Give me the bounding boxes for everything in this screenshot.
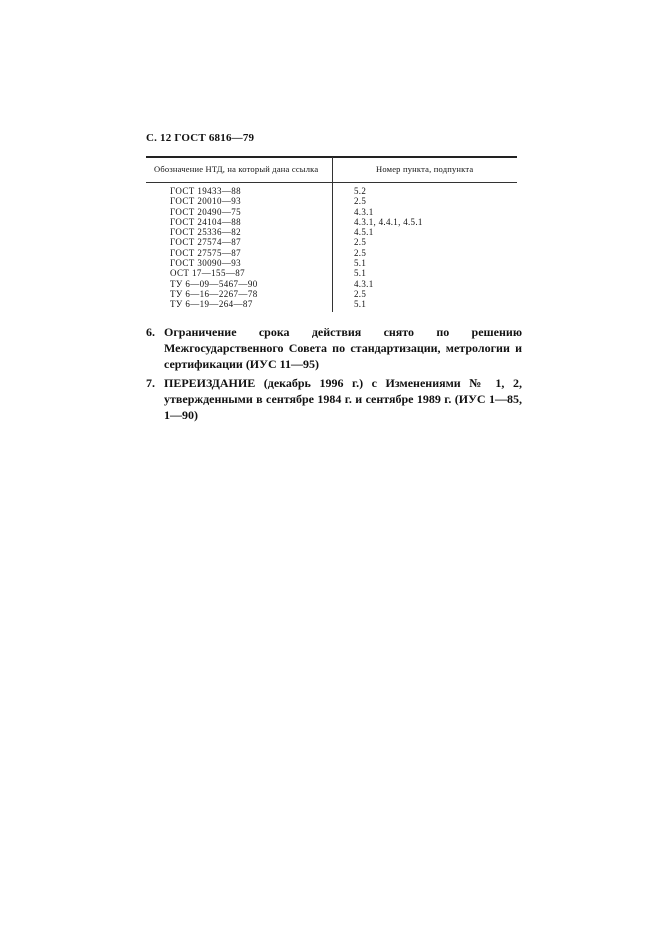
note-number: 7. <box>146 376 155 390</box>
document-designation: ТУ 6—09—5467—90 <box>170 278 258 289</box>
note-text: Ограничение срока действия снято по решению Межгосударственного Совета по стандартизации, метрологии и сертификации (ИУС 11—95) <box>164 325 522 371</box>
document-designation: ГОСТ 27575—87 <box>170 247 242 258</box>
table-row <box>146 207 517 217</box>
clause-number: 2.5 <box>354 247 367 258</box>
table-row <box>146 196 517 206</box>
table-row <box>146 248 517 258</box>
clause-number: 4.3.1, 4.4.1, 4.5.1 <box>354 216 423 227</box>
table-row <box>146 186 517 196</box>
clause-number: 5.2 <box>354 186 367 196</box>
document-designation: ГОСТ 30090—93 <box>170 258 242 269</box>
table-row <box>146 237 517 247</box>
table-body <box>146 186 517 310</box>
document-designation: ТУ 6—16—2267—78 <box>170 288 258 299</box>
clause-number: 4.5.1 <box>354 227 374 238</box>
document-designation: ОСТ 17—155—87 <box>170 268 246 279</box>
page-header: С. 12 ГОСТ 6816—79 <box>146 132 255 144</box>
clause-number: 2.5 <box>354 196 367 207</box>
table-row <box>146 279 517 289</box>
clause-number: 5.1 <box>354 268 367 279</box>
table-row <box>146 217 517 227</box>
clause-number: 5.1 <box>354 258 367 269</box>
document-designation: ГОСТ 27574—87 <box>170 237 242 248</box>
clause-number: 4.3.1 <box>354 278 374 289</box>
note-number: 6. <box>146 325 155 339</box>
clause-number: 4.3.1 <box>354 206 374 217</box>
table-row <box>146 289 517 299</box>
table-row <box>146 227 517 237</box>
note-7 <box>146 375 522 423</box>
clause-number: 2.5 <box>354 288 367 299</box>
table-row <box>146 258 517 268</box>
note-text: ПЕРЕИЗДАНИЕ (декабрь 1996 г.) с Изменениями № 1, 2, утвержденными в сентябре 1984 г. и сентябре 1989 г. (ИУС 1—85, 1—90) <box>164 376 522 422</box>
document-designation: ГОСТ 20010—93 <box>170 196 242 207</box>
clause-number: 5.1 <box>354 299 367 310</box>
document-designation: ГОСТ 20490—75 <box>170 206 242 217</box>
document-designation: ГОСТ 19433—88 <box>170 186 242 196</box>
table-row <box>146 268 517 278</box>
note-6 <box>146 324 522 372</box>
clause-number: 2.5 <box>354 237 367 248</box>
document-designation: ГОСТ 25336—82 <box>170 227 242 238</box>
table-row <box>146 299 517 309</box>
column-header-clause: Номер пункта, подпункта <box>376 164 474 174</box>
document-designation: ТУ 6—19—264—87 <box>170 299 253 310</box>
document-designation: ГОСТ 24104—88 <box>170 216 242 227</box>
column-header-document: Обозначение НТД, на который дана ссылка <box>154 164 319 174</box>
